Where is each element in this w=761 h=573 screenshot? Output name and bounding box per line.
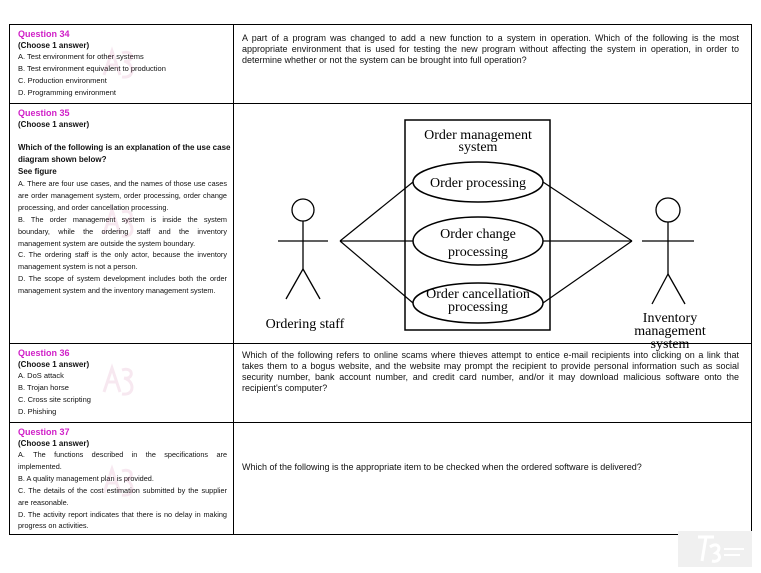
option-d: D. Phishing: [18, 407, 57, 416]
question-37-row: [10, 423, 751, 534]
choose-one-note: (Choose 1 answer): [18, 41, 90, 50]
option-b: B. The order management system is inside the system boundary, while the ordering staff and the inventory management system are outside the system boundary.: [18, 214, 227, 248]
option-c: C. Production environment: [18, 76, 107, 85]
corner-logo: [678, 531, 752, 567]
question-35-title: Question 35: [18, 108, 70, 118]
question-36-text: Which of the following refers to online scams where thieves attempt to entice e-mail recipients into clicking on a link that takes them to a bogus website, and the website may prompt the recipient to provide personal information such as social security number, bank account number, and credit card number, and/or it may download malicious software onto the recipient's computer?: [242, 350, 739, 393]
question-36-title: Question 36: [18, 348, 70, 358]
option-d: D. Programming environment: [18, 88, 116, 97]
option-b: B. A quality management plan is provided.: [18, 473, 154, 483]
option-c: C. Cross site scripting: [18, 395, 91, 404]
question-35-row: [10, 104, 751, 352]
use-case-order-change-label-line-2: processing: [448, 245, 508, 260]
option-d: D. The scope of system development includes both the order management system and the inventory management system.: [18, 274, 227, 296]
logo-icon: [678, 531, 752, 567]
question-35-right-cell: [234, 104, 751, 352]
question-34-right-cell: [234, 25, 751, 103]
option-a: A. There are four use cases, and the names of those use cases are order management system, order processing, order change processing, and order cancellation processing.: [18, 179, 227, 212]
question-37-left-cell: [10, 423, 234, 534]
actor-inventory-label-line-3: system: [650, 337, 690, 352]
watermark-icon: [100, 45, 140, 85]
choose-one-note: (Choose 1 answer): [18, 120, 90, 129]
use-case-order-cancellation-label-line-2: processing: [448, 300, 508, 315]
question-34-text: A part of a program was changed to add a new function to a system in operation. Which of the following is the most appropriate environment that is used for testing the new program without affecting the system in operation, in order to determine whether or not the system can be brought into full operation?: [242, 33, 739, 65]
boundary-title-line-2: system: [458, 140, 498, 155]
actor-ordering-staff-icon: [278, 199, 328, 299]
question-37-text: Which of the following is the appropriate item to be checked when the ordered software is delivered?: [242, 462, 642, 472]
use-case-order-change-label-line-1: Order change: [440, 227, 516, 242]
option-b: B. Test environment equivalent to production: [18, 64, 166, 73]
boundary-title-line-1: Order management: [424, 128, 532, 143]
watermark-icon: [100, 204, 140, 244]
association-line: [543, 241, 632, 303]
option-c: C. The ordering staff is the only actor, because the inventory management system is not a person.: [18, 250, 227, 272]
actor-inventory-label-line-1: Inventory: [642, 311, 698, 326]
question-34-row: [10, 25, 751, 104]
use-case-order-processing-label: Order processing: [429, 176, 527, 191]
question-36-right-cell: [234, 344, 751, 422]
association-line: [543, 182, 632, 241]
question-34-title: Question 34: [18, 29, 70, 39]
option-b: B. Trojan horse: [18, 383, 69, 392]
actor-inventory-system-icon: [642, 198, 694, 304]
question-36-row: [10, 344, 751, 423]
choose-one-note: (Choose 1 answer): [18, 439, 90, 448]
option-a: A. Test environment for other systems: [18, 52, 144, 61]
see-figure-label: See figure: [18, 167, 57, 176]
question-table: [9, 24, 752, 535]
use-case-diagram: [234, 104, 751, 352]
option-d: D. The activity report indicates that there is no delay in making progress on activities.: [18, 509, 227, 531]
question-35-intro: Which of the following is an explanation of the use case diagram shown below?: [18, 143, 231, 164]
actor-inventory-label-line-2: management: [634, 324, 706, 339]
question-34-left-cell: [10, 25, 234, 103]
question-37-title: Question 37: [18, 427, 70, 437]
question-35-left-cell: [10, 104, 234, 343]
use-case-order-cancellation-label-line-1: Order cancellation: [426, 287, 530, 302]
association-line: [340, 241, 413, 303]
association-line: [340, 182, 413, 241]
actor-ordering-staff-label: Ordering staff: [265, 317, 345, 332]
question-36-left-cell: [10, 344, 234, 422]
watermark-icon: [100, 362, 140, 402]
choose-one-note: (Choose 1 answer): [18, 360, 90, 369]
question-37-right-cell: [234, 423, 751, 534]
option-a: A. DoS attack: [18, 371, 64, 380]
option-c: C. The details of the cost estimation submitted by the supplier are reasonable.: [18, 485, 227, 507]
watermark-icon: [100, 463, 140, 503]
option-a: A. The functions described in the specifications are implemented.: [18, 450, 227, 471]
